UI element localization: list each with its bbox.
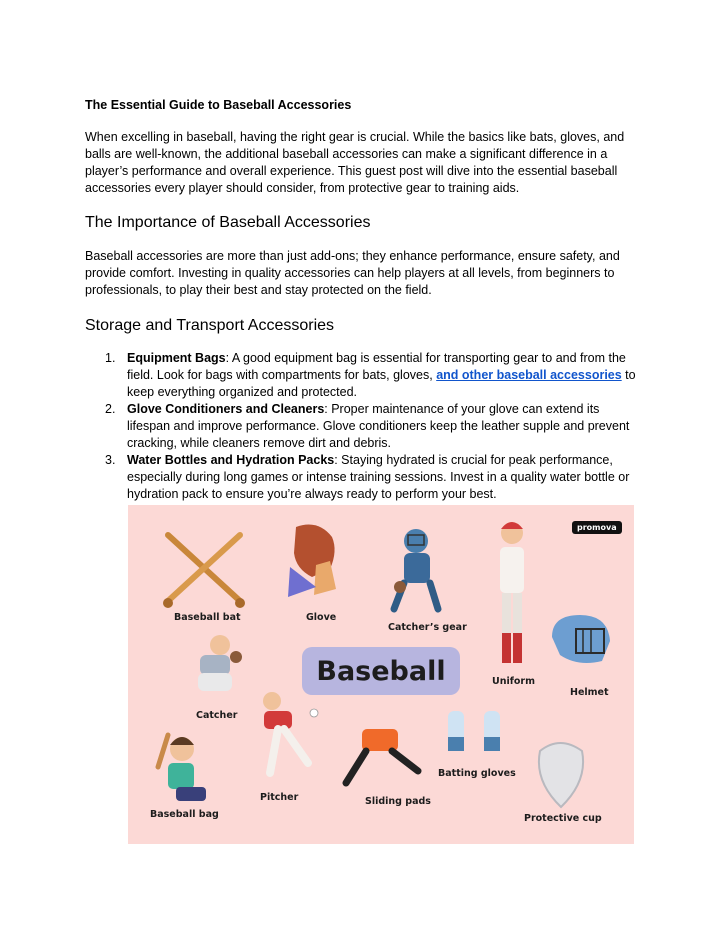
pitcher-icon <box>263 692 318 773</box>
label-batting-gloves: Batting gloves <box>438 768 516 779</box>
list-item <box>85 350 640 401</box>
section-heading-importance: The Importance of Baseball Accessories <box>85 214 371 231</box>
catchers-gear-icon <box>394 529 438 609</box>
baseball-accessories-link[interactable]: and other baseball accessories <box>436 368 622 382</box>
baseball-bag-icon <box>158 735 206 801</box>
accessories-list <box>85 350 640 503</box>
list-term: Water Bottles and Hydration Packs <box>127 453 335 467</box>
label-catchers-gear: Catcher’s gear <box>388 622 467 633</box>
promova-logo: promova <box>572 521 622 534</box>
label-helmet: Helmet <box>570 687 609 698</box>
sliding-pads-icon <box>346 729 418 783</box>
label-protective-cup: Protective cup <box>524 813 602 824</box>
list-text: : Proper maintenance of your glove can extend its lifespan and improve performance. Glove conditioners keep the leather supple and prevent cracking, while cleaners remove dirt and debris. <box>127 402 630 450</box>
list-number: 1. <box>105 351 116 365</box>
label-pitcher: Pitcher <box>260 792 299 803</box>
label-glove: Glove <box>306 612 337 623</box>
list-item <box>85 401 640 452</box>
label-baseball-bag: Baseball bag <box>150 809 219 820</box>
helmet-icon <box>552 615 610 663</box>
list-number: 3. <box>105 453 116 467</box>
list-text: to keep everything organized and protected. <box>127 368 636 399</box>
document-title: The Essential Guide to Baseball Accessories <box>85 98 352 112</box>
label-catcher: Catcher <box>196 710 238 721</box>
list-number: 2. <box>105 402 116 416</box>
uniform-icon <box>500 522 524 663</box>
catcher-icon <box>198 635 242 691</box>
baseball-title: Baseball <box>316 655 446 687</box>
baseball-bat-icon <box>163 535 245 608</box>
list-term: Equipment Bags <box>127 351 226 365</box>
importance-paragraph: Baseball accessories are more than just add-ons; they enhance performance, ensure safety, and provide comfort. Investing in quality accessories can help players at all levels, from beginners to professionals, to play their best and stay protected on the field. <box>85 249 620 297</box>
label-baseball-bat: Baseball bat <box>174 612 241 623</box>
batting-gloves-icon <box>448 711 500 751</box>
baseball-title-box <box>302 647 460 695</box>
baseball-infographic <box>128 505 634 844</box>
protective-cup-icon <box>539 743 583 807</box>
label-sliding-pads: Sliding pads <box>365 796 431 807</box>
intro-paragraph: When excelling in baseball, having the right gear is crucial. While the basics like bats, gloves, and balls are well-known, the additional baseball accessories can make a significant difference in a player’s performance and overall experience. This guest post will dive into the essential baseball accessories every player should consider, from protective gear to training aids. <box>85 130 625 195</box>
list-term: Glove Conditioners and Cleaners <box>127 402 325 416</box>
list-item <box>85 452 640 503</box>
list-text: : Staying hydrated is crucial for peak performance, especially during long games or intense training sessions. Invest in a quality water bottle or hydration pack to ensure you’re always ready to perform your best. <box>127 453 630 501</box>
label-uniform: Uniform <box>492 676 535 687</box>
list-text: : A good equipment bag is essential for transporting gear to and from the field. Look for bags with compartments for bats, gloves, <box>127 351 626 382</box>
glove-icon <box>288 525 336 597</box>
section-heading-storage: Storage and Transport Accessories <box>85 317 335 334</box>
